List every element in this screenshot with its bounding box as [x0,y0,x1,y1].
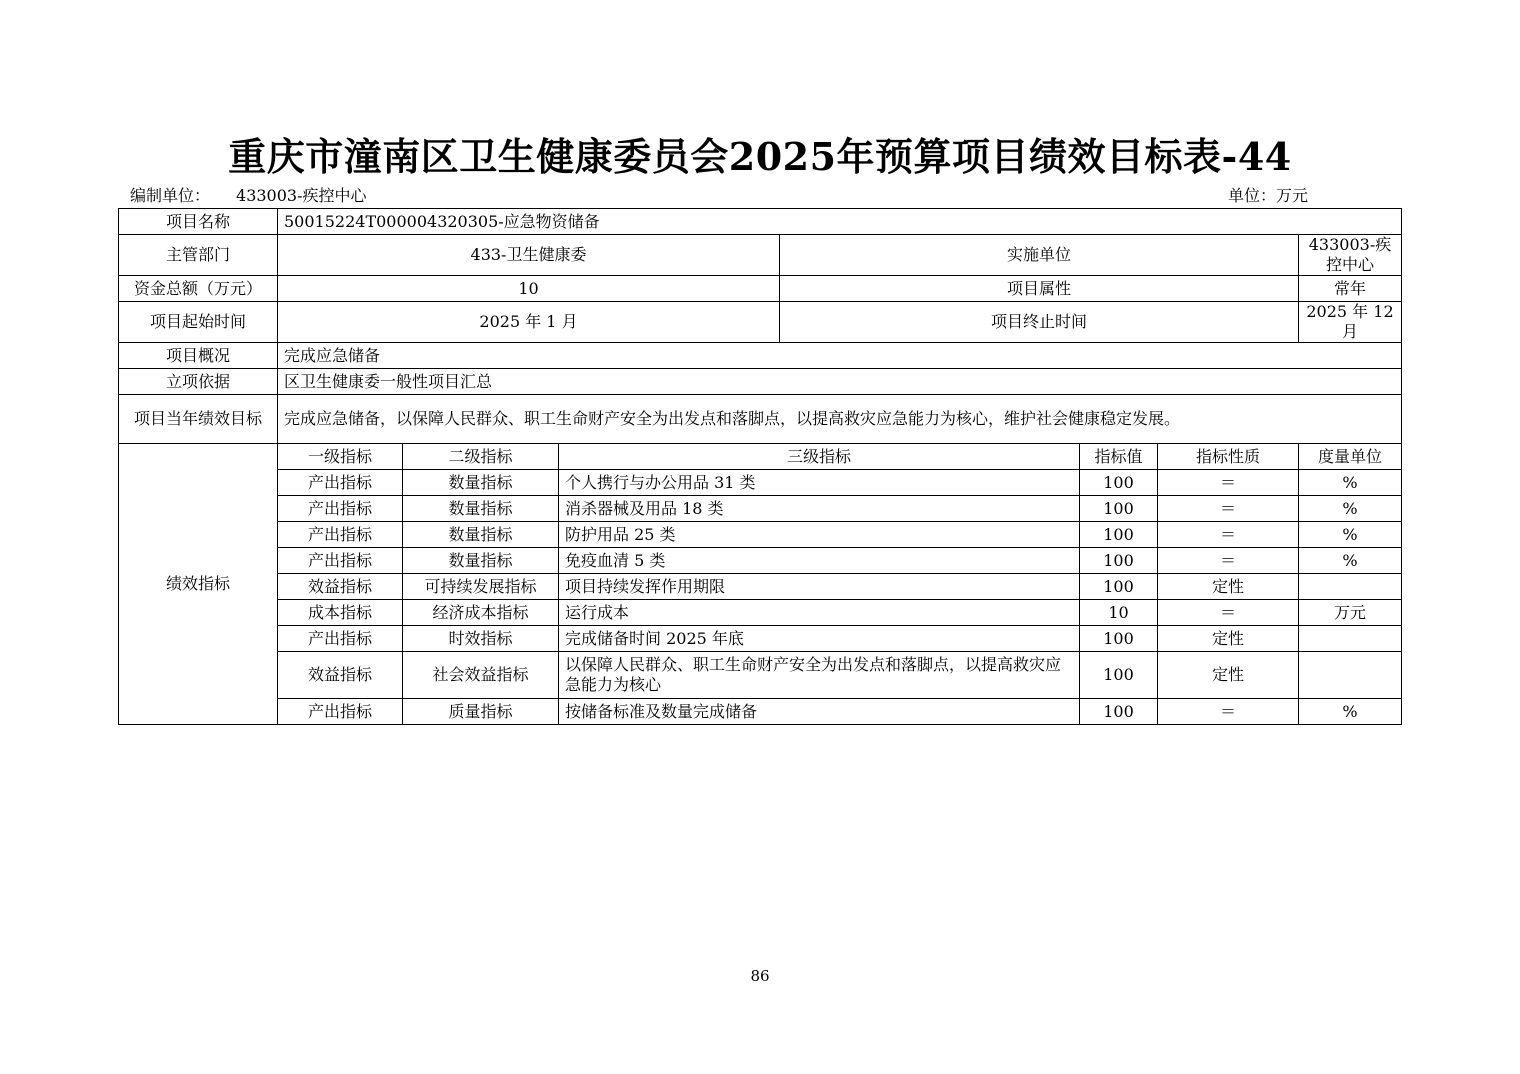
value-cell: 100 [1080,470,1158,496]
value-cell: 10 [1080,600,1158,626]
unit-cell: % [1299,496,1402,522]
indicator-header-row [119,444,1402,470]
level2-cell: 数量指标 [403,496,559,522]
goal-row [119,395,1402,444]
implementer-value: 433003-疾控中心 [1299,235,1402,276]
level2-cell: 时效指标 [403,626,559,652]
department-label: 主管部门 [119,235,278,276]
department-row [119,235,1402,276]
overview-label: 项目概况 [119,343,278,369]
nature-cell: ＝ [1158,470,1299,496]
level2-cell: 社会效益指标 [403,652,559,699]
end-time-value: 2025 年 12 月 [1299,302,1402,343]
value-cell: 100 [1080,652,1158,699]
unit-cell: % [1299,470,1402,496]
level2-cell: 可持续发展指标 [403,574,559,600]
header-nature: 指标性质 [1158,444,1299,470]
table-row [119,699,1402,725]
compiling-unit-label: 编制单位： [130,186,211,205]
basis-value: 区卫生健康委一般性项目汇总 [278,369,1402,395]
basis-label: 立项依据 [119,369,278,395]
attribute-label: 项目属性 [780,276,1299,302]
nature-cell: 定性 [1158,626,1299,652]
nature-cell: 定性 [1158,652,1299,699]
level1-cell: 效益指标 [278,574,403,600]
unit-cell [1299,574,1402,600]
level3-cell: 以保障人民群众、职工生命财产安全为出发点和落脚点，以提高救灾应急能力为核心 [559,652,1080,699]
nature-cell: ＝ [1158,522,1299,548]
table-row [119,574,1402,600]
unit-cell: % [1299,522,1402,548]
table-row [119,652,1402,699]
nature-cell: 定性 [1158,574,1299,600]
nature-cell: ＝ [1158,600,1299,626]
fund-row [119,276,1402,302]
nature-cell: ＝ [1158,496,1299,522]
unit-cell: % [1299,548,1402,574]
header-value: 指标值 [1080,444,1158,470]
fund-label: 资金总额（万元） [119,276,278,302]
value-cell: 100 [1080,496,1158,522]
value-cell: 100 [1080,522,1158,548]
level1-cell: 产出指标 [278,699,403,725]
project-name-value: 50015224T000004320305-应急物资储备 [278,209,1402,235]
level2-cell: 数量指标 [403,470,559,496]
level3-cell: 项目持续发挥作用期限 [559,574,1080,600]
unit-cell: % [1299,699,1402,725]
level2-cell: 数量指标 [403,522,559,548]
start-time-label: 项目起始时间 [119,302,278,343]
nature-cell: ＝ [1158,699,1299,725]
goal-value: 完成应急储备，以保障人民群众、职工生命财产安全为出发点和落脚点，以提高救灾应急能力为核心，维护社会健康稳定发展。 [278,395,1402,444]
period-row [119,302,1402,343]
currency-unit: 单位：万元 [1228,186,1309,205]
level3-cell: 运行成本 [559,600,1080,626]
header-level3: 三级指标 [559,444,1080,470]
value-cell: 100 [1080,699,1158,725]
project-name-label: 项目名称 [119,209,278,235]
level1-cell: 产出指标 [278,470,403,496]
header-level1: 一级指标 [278,444,403,470]
fund-value: 10 [278,276,780,302]
level1-cell: 产出指标 [278,548,403,574]
level3-cell: 完成储备时间 2025 年底 [559,626,1080,652]
table-row [119,470,1402,496]
header-unit: 度量单位 [1299,444,1402,470]
implementer-label: 实施单位 [780,235,1299,276]
goal-label: 项目当年绩效目标 [119,395,278,444]
unit-cell [1299,626,1402,652]
overview-value: 完成应急储备 [278,343,1402,369]
level3-cell: 按储备标准及数量完成储备 [559,699,1080,725]
level1-cell: 产出指标 [278,522,403,548]
basis-row [119,369,1402,395]
level3-cell: 消杀器械及用品 18 类 [559,496,1080,522]
level1-cell: 产出指标 [278,496,403,522]
indicators-section-label: 绩效指标 [119,444,278,725]
level3-cell: 防护用品 25 类 [559,522,1080,548]
department-value: 433-卫生健康委 [278,235,780,276]
value-cell: 100 [1080,574,1158,600]
page-number: 86 [750,967,770,985]
value-cell: 100 [1080,548,1158,574]
level1-cell: 成本指标 [278,600,403,626]
level2-cell: 数量指标 [403,548,559,574]
table-row [119,600,1402,626]
unit-cell: 万元 [1299,600,1402,626]
table-row [119,522,1402,548]
value-cell: 100 [1080,626,1158,652]
level3-cell: 免疫血清 5 类 [559,548,1080,574]
compiling-unit-value: 433003-疾控中心 [236,186,367,205]
level2-cell: 经济成本指标 [403,600,559,626]
compiling-unit [130,185,367,207]
performance-target-table [118,208,1402,725]
nature-cell: ＝ [1158,548,1299,574]
overview-row [119,343,1402,369]
level3-cell: 个人携行与办公用品 31 类 [559,470,1080,496]
level2-cell: 质量指标 [403,699,559,725]
table-row [119,496,1402,522]
level1-cell: 产出指标 [278,626,403,652]
table-row [119,548,1402,574]
level1-cell: 效益指标 [278,652,403,699]
start-time-value: 2025 年 1 月 [278,302,780,343]
table-row [119,626,1402,652]
attribute-value: 常年 [1299,276,1402,302]
header-level2: 二级指标 [403,444,559,470]
page-title: 重庆市潼南区卫生健康委员会2025年预算项目绩效目标表-44 [228,134,1292,179]
unit-cell [1299,652,1402,699]
end-time-label: 项目终止时间 [780,302,1299,343]
project-name-row [119,209,1402,235]
